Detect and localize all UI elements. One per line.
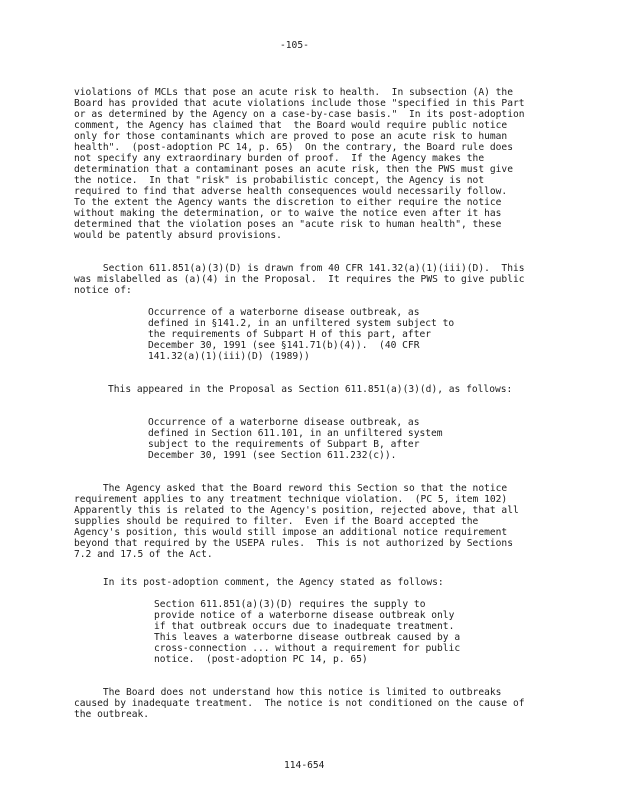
quote-line: subject to the requirements of Subpart B, after	[148, 439, 420, 450]
quote-line: 141.32(a)(1)(iii)(D) (1989))	[148, 351, 310, 362]
text-line: The Agency asked that the Board reword this Section so that the notice	[74, 483, 508, 494]
text-line: supplies should be required to filter. Even if the Board accepted the	[74, 516, 479, 527]
text-line: required to find that adverse health consequences would necessarily follow.	[74, 186, 508, 197]
quote-line: defined in §141.2, in an unfiltered system subject to	[148, 318, 455, 329]
page-footer-number: 114-654	[284, 760, 325, 771]
text-line: This appeared in the Proposal as Section 611.851(a)(3)(d), as follows:	[108, 384, 513, 395]
text-line: 7.2 and 17.5 of the Act.	[74, 549, 213, 560]
text-line: health". (post-adoption PC 14, p. 65) On the contrary, the Board rule does	[74, 142, 513, 153]
text-line: In its post-adoption comment, the Agency stated as follows:	[74, 577, 444, 588]
quote-line: if that outbreak occurs due to inadequate treatment.	[154, 621, 455, 632]
text-line: determined that the violation poses an "acute risk to human health", these	[74, 219, 502, 230]
quote-line: provide notice of a waterborne disease outbreak only	[154, 610, 455, 621]
text-line: violations of MCLs that pose an acute risk to health. In subsection (A) the	[74, 87, 513, 98]
text-line: notice of:	[74, 285, 132, 296]
text-line: To the extent the Agency wants the discretion to either require the notice	[74, 197, 502, 208]
quote-line: cross-connection ... without a requirement for public	[154, 643, 461, 654]
page-header-number: -105-	[280, 40, 309, 51]
text-line: caused by inadequate treatment. The notice is not conditioned on the cause of	[74, 698, 525, 709]
quote-line: December 30, 1991 (see Section 611.232(c)).	[148, 450, 397, 461]
text-line: Board has provided that acute violations include those "specified in this Part	[74, 98, 525, 109]
quote-line: December 30, 1991 (see §141.71(b)(4)). (40 CFR	[148, 340, 420, 351]
text-line: The Board does not understand how this notice is limited to outbreaks	[74, 687, 502, 698]
quote-line: notice. (post-adoption PC 14, p. 65)	[154, 654, 368, 665]
text-line: beyond that required by the USEPA rules. This is not authorized by Sections	[74, 538, 513, 549]
text-line: or as determined by the Agency on a case-by-case basis." In its post-adoption	[74, 109, 525, 120]
text-line: Section 611.851(a)(3)(D) is drawn from 40 CFR 141.32(a)(1)(iii)(D). This	[74, 263, 525, 274]
text-line: without making the determination, or to waive the notice even after it has	[74, 208, 502, 219]
quote-line: defined in Section 611.101, in an unfiltered system	[148, 428, 443, 439]
text-line: comment, the Agency has claimed that the Board would require public notice	[74, 120, 508, 131]
quote-line: Section 611.851(a)(3)(D) requires the supply to	[154, 599, 426, 610]
text-line: would be patently absurd provisions.	[74, 230, 282, 241]
text-line: the outbreak.	[74, 709, 150, 720]
text-line: Apparently this is related to the Agency's position, rejected above, that all	[74, 505, 519, 516]
text-line: only for those contaminants which are proved to pose an acute risk to human	[74, 131, 508, 142]
text-line: Agency's position, this would still impose an additional notice requirement	[74, 527, 508, 538]
text-line: the notice. In that "risk" is probabilistic concept, the Agency is not	[74, 175, 485, 186]
text-line: was mislabelled as (a)(4) in the Proposal. It requires the PWS to give public	[74, 274, 525, 285]
quote-line: This leaves a waterborne disease outbreak caused by a	[154, 632, 461, 643]
text-line: not specify any extraordinary burden of proof. If the Agency makes the	[74, 153, 485, 164]
quote-line: Occurrence of a waterborne disease outbreak, as	[148, 307, 420, 318]
text-line: determination that a contaminant poses an acute risk, then the PWS must give	[74, 164, 513, 175]
quote-line: Occurrence of a waterborne disease outbreak, as	[148, 417, 420, 428]
quote-line: the requirements of Subpart H of this part, after	[148, 329, 432, 340]
text-line: requirement applies to any treatment technique violation. (PC 5, item 102)	[74, 494, 508, 505]
